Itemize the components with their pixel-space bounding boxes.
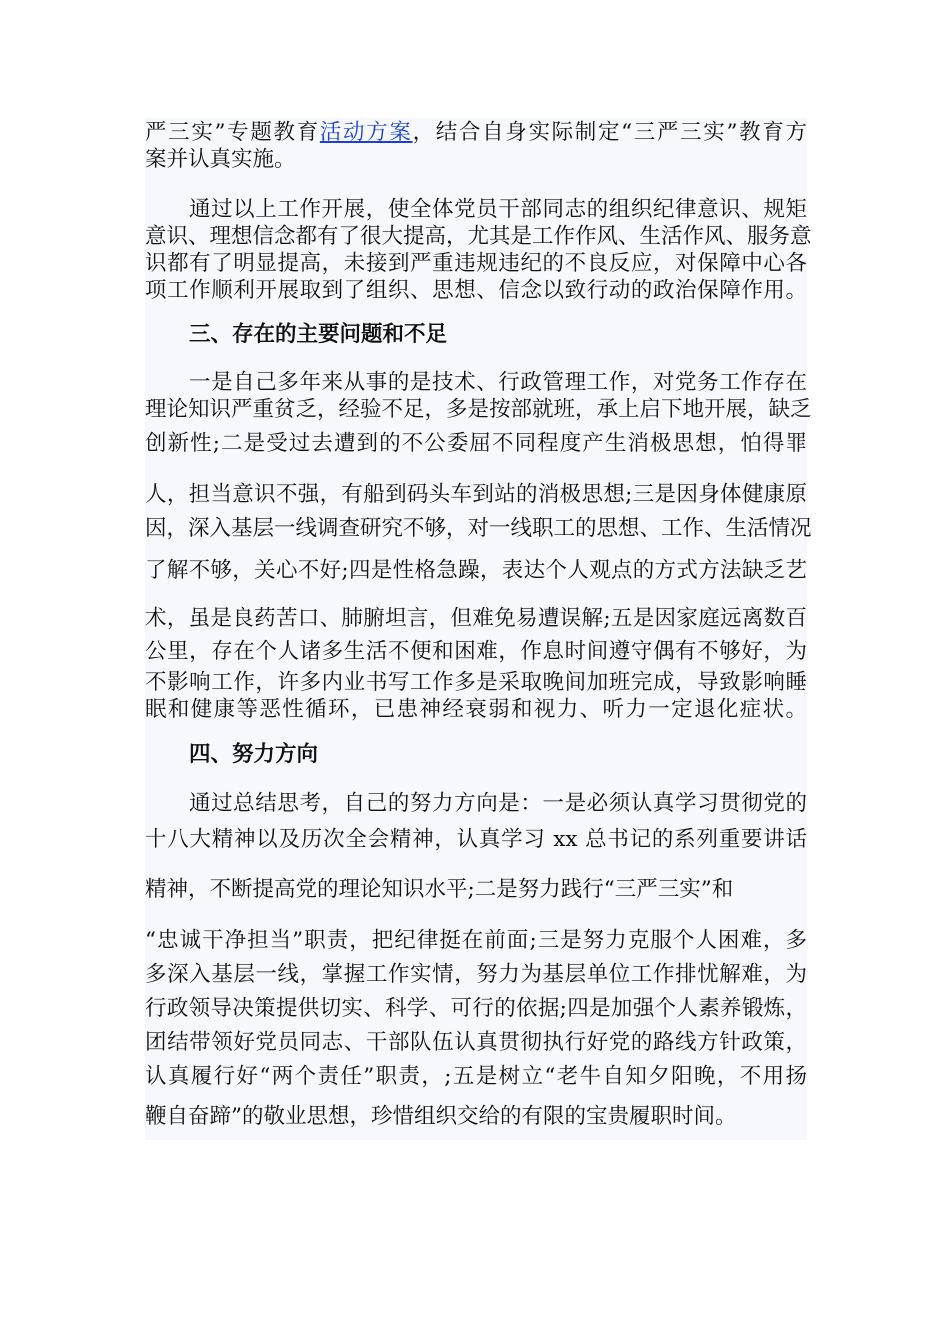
paragraph-line: 不影响工作，许多内业书写工作多是采取晚间加班完成，导致影响睡	[145, 670, 807, 695]
paragraph-line: 行政领导决策提供切实、科学、可行的依据;四是加强个人素养锻炼，	[145, 996, 807, 1021]
paragraph-line: 术，虽是良药苦口、肺腑坦言，但难免易遭误解;五是因家庭远离数百	[145, 606, 807, 631]
paragraph-line: 通过总结思考，自己的努力方向是：一是必须认真学习贯彻党的	[189, 791, 807, 816]
activity-plan-link[interactable]: 活动方案	[319, 120, 413, 145]
paragraph-line: 识都有了明显提高，未接到严重违规违纪的不良反应，对保障中心各	[145, 251, 807, 276]
paragraph-line: 通过以上工作开展，使全体党员干部同志的组织纪律意识、规矩	[189, 197, 807, 222]
paragraph-line: 创新性;二是受过去遭到的不公委屈不同程度产生消极思想，怕得罪	[145, 431, 807, 456]
paragraph-line: “忠诚干净担当”职责，把纪律挺在前面;三是努力克服个人困难，多	[145, 928, 807, 953]
paragraph-line	[145, 120, 807, 146]
paragraph-line: 一是自己多年来从事的是技术、行政管理工作，对党务工作存在	[189, 370, 807, 395]
paragraph-line: 多深入基层一线，掌握工作实情，努力为基层单位工作排忧解难，为	[145, 962, 807, 987]
paragraph-line: 精神，不断提高党的理论知识水平;二是努力践行“三严三实”和	[145, 877, 734, 902]
paragraph-line: 人，担当意识不强，有船到码头车到站的消极思想;三是因身体健康原	[145, 482, 807, 507]
paragraph-line: 项工作顺利开展取到了组织、思想、信念以致行动的政治保障作用。	[145, 278, 807, 303]
text-run: ，结合自身实际制定“三严三实”教育方	[412, 120, 807, 145]
paragraph-line: 意识、理想信念都有了很大提高，尤其是工作作风、生活作风、服务意	[145, 224, 812, 249]
paragraph-line: 案并认真实施。	[145, 147, 296, 172]
paragraph-line: 十八大精神以及历次全会精神，认真学习 xx 总书记的系列重要讲话	[145, 827, 807, 852]
paragraph-line: 公里，存在个人诸多生活不便和困难，作息时间遵守偶有不够好，为	[145, 639, 807, 664]
paragraph-line: 因，深入基层一线调查研究不够，对一线职工的思想、工作、生活情况	[145, 516, 812, 541]
section-heading: 三、存在的主要问题和不足	[189, 322, 448, 347]
paragraph-line: 眠和健康等恶性循环，已患神经衰弱和视力、听力一定退化症状。	[145, 697, 807, 722]
paragraph-line: 鞭自奋蹄”的敬业思想，珍惜组织交给的有限的宝贵履职时间。	[145, 1104, 737, 1129]
paragraph-line: 理论知识严重贫乏，经验不足，多是按部就班，承上启下地开展，缺乏	[145, 397, 812, 422]
text-run: 严三实”专题教育	[145, 120, 320, 145]
paragraph-line: 了解不够，关心不好;四是性格急躁，表达个人观点的方式方法缺乏艺	[145, 558, 807, 583]
paragraph-line: 团结带领好党员同志、干部队伍认真贯彻执行好党的路线方针政策，	[145, 1030, 807, 1055]
paragraph-line: 认真履行好“两个责任”职责，;五是树立“老牛自知夕阳晚，不用扬	[145, 1064, 807, 1089]
document-body	[145, 118, 812, 1140]
section-heading: 四、努力方向	[189, 742, 319, 767]
